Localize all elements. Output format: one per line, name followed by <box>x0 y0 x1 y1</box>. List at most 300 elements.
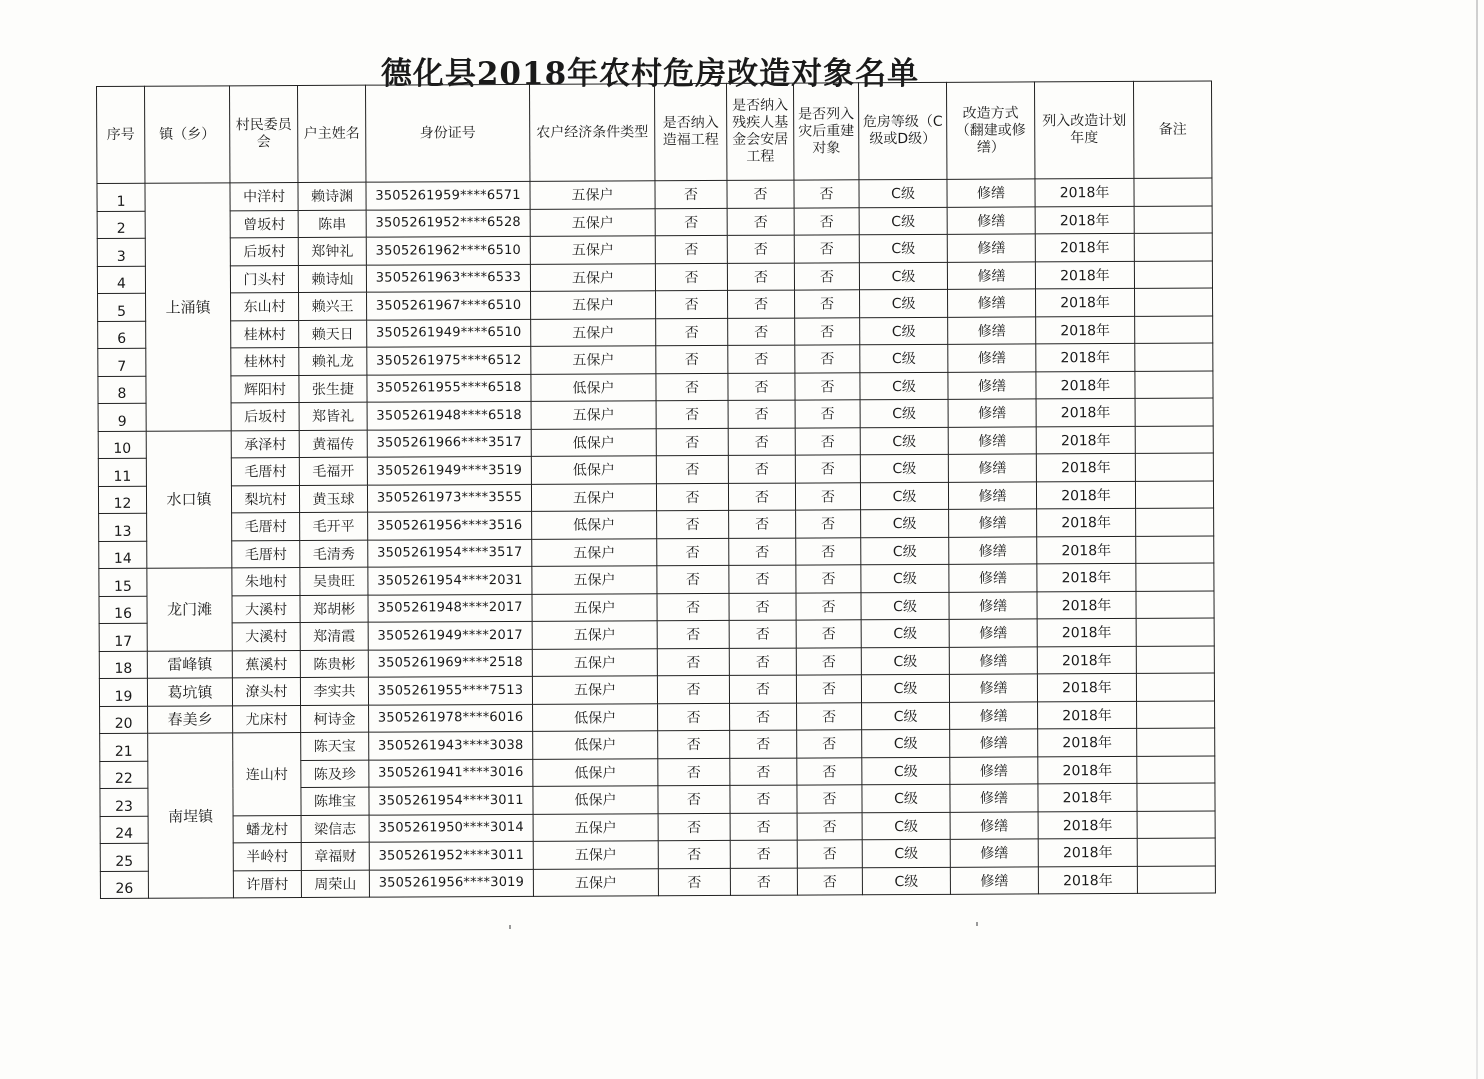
disaster-rebuild-cell: 否 <box>795 317 860 345</box>
householder-name-cell: 陈及珍 <box>301 760 369 788</box>
plan-year-cell: 2018年 <box>1038 728 1137 756</box>
seq-cell: 9 <box>98 403 146 431</box>
danger-level-cell: C级 <box>860 317 948 345</box>
economic-type-cell: 低保户 <box>533 758 658 786</box>
renovation-method-cell: 修缮 <box>950 839 1038 867</box>
seq-cell: 5 <box>98 293 146 321</box>
renovation-method-cell: 修缮 <box>948 399 1036 427</box>
id-number-cell: 3505261949****3519 <box>367 456 531 484</box>
id-number-cell: 3505261969****2518 <box>368 649 532 677</box>
note-cell <box>1134 178 1212 206</box>
renovation-method-cell: 修缮 <box>950 784 1038 812</box>
plan-year-cell: 2018年 <box>1038 783 1137 811</box>
danger-level-cell: C级 <box>861 592 949 620</box>
id-number-cell: 3505261948****6518 <box>367 401 531 429</box>
plan-year-cell: 2018年 <box>1038 866 1137 894</box>
economic-type-cell: 五保户 <box>531 483 656 511</box>
danger-level-cell: C级 <box>861 619 949 647</box>
danger-level-cell: C级 <box>862 784 950 812</box>
fortune-project-cell: 否 <box>658 868 730 896</box>
scan-speck <box>509 925 511 929</box>
plan-year-cell: 2018年 <box>1037 673 1136 701</box>
fortune-project-cell: 否 <box>656 318 728 346</box>
disabled-fund-cell: 否 <box>727 235 794 263</box>
id-number-cell: 3505261955****6518 <box>367 374 531 402</box>
fortune-project-cell: 否 <box>658 730 730 758</box>
plan-year-cell: 2018年 <box>1035 233 1134 261</box>
economic-type-cell: 低保户 <box>531 428 656 456</box>
economic-type-cell: 五保户 <box>530 263 655 291</box>
village-cell: 后坂村 <box>231 403 299 431</box>
economic-type-cell: 低保户 <box>533 731 658 759</box>
header-town: 镇（乡） <box>145 86 230 183</box>
renovation-method-cell: 修缮 <box>949 564 1037 592</box>
seq-cell: 19 <box>99 678 147 706</box>
plan-year-cell: 2018年 <box>1036 481 1135 509</box>
id-number-cell: 3505261962****6510 <box>366 236 530 264</box>
seq-cell: 11 <box>98 458 146 486</box>
fortune-project-cell: 否 <box>655 180 727 208</box>
renovation-method-cell: 修缮 <box>950 729 1038 757</box>
note-cell <box>1137 701 1215 729</box>
danger-level-cell: C级 <box>860 454 948 482</box>
householder-name-cell: 赖礼龙 <box>299 347 367 375</box>
danger-level-cell: C级 <box>862 757 950 785</box>
renovation-method-cell: 修缮 <box>948 289 1036 317</box>
note-cell <box>1137 783 1215 811</box>
disaster-rebuild-cell: 否 <box>797 730 862 758</box>
note-cell <box>1135 288 1213 316</box>
id-number-cell: 3505261943****3038 <box>369 731 533 759</box>
disabled-fund-cell: 否 <box>729 538 796 566</box>
seq-cell: 26 <box>100 871 148 899</box>
id-number-cell: 3505261966****3517 <box>367 429 531 457</box>
renovation-method-cell: 修缮 <box>949 674 1037 702</box>
fortune-project-cell: 否 <box>656 483 728 511</box>
town-cell: 南埕镇 <box>148 733 234 898</box>
plan-year-cell: 2018年 <box>1037 618 1136 646</box>
plan-year-cell: 2018年 <box>1038 701 1137 729</box>
fortune-project-cell: 否 <box>658 785 730 813</box>
householder-name-cell: 郑清霞 <box>300 622 368 650</box>
disaster-rebuild-cell: 否 <box>797 840 862 868</box>
plan-year-cell: 2018年 <box>1037 563 1136 591</box>
seq-cell: 4 <box>97 266 145 294</box>
seq-cell: 3 <box>97 238 145 266</box>
id-number-cell: 3505261975****6512 <box>367 346 531 374</box>
danger-level-cell: C级 <box>859 179 947 207</box>
id-number-cell: 3505261941****3016 <box>369 759 533 787</box>
village-cell: 连山村 <box>233 733 301 816</box>
seq-cell: 17 <box>99 623 147 651</box>
note-cell <box>1136 646 1214 674</box>
danger-level-cell: C级 <box>862 812 950 840</box>
householder-name-cell: 周荣山 <box>301 870 369 898</box>
seq-cell: 25 <box>100 843 148 871</box>
seq-cell: 13 <box>99 513 147 541</box>
note-cell <box>1137 866 1215 894</box>
economic-type-cell: 五保户 <box>530 181 655 209</box>
note-cell <box>1136 508 1214 536</box>
seq-cell: 23 <box>100 788 148 816</box>
village-cell: 曾坂村 <box>230 210 298 238</box>
economic-type-cell: 五保户 <box>532 676 657 704</box>
village-cell: 半岭村 <box>233 843 301 871</box>
disaster-rebuild-cell: 否 <box>796 647 861 675</box>
householder-name-cell: 吴贵旺 <box>300 567 368 595</box>
householder-name-cell: 陈堆宝 <box>301 787 369 815</box>
disaster-rebuild-cell: 否 <box>795 455 860 483</box>
economic-type-cell: 低保户 <box>531 456 656 484</box>
disaster-rebuild-cell: 否 <box>796 592 861 620</box>
seq-cell: 21 <box>100 733 148 761</box>
id-number-cell: 3505261954****3011 <box>369 786 533 814</box>
disabled-fund-cell: 否 <box>727 208 794 236</box>
disabled-fund-cell: 否 <box>730 703 797 731</box>
plan-year-cell: 2018年 <box>1036 288 1135 316</box>
renovation-method-cell: 修缮 <box>949 536 1037 564</box>
seq-cell: 6 <box>98 321 146 349</box>
fortune-project-cell: 否 <box>658 813 730 841</box>
village-cell: 尤床村 <box>233 705 301 733</box>
householder-name-cell: 陈串 <box>298 210 366 238</box>
fortune-project-cell: 否 <box>656 290 728 318</box>
id-number-cell: 3505261963****6533 <box>366 264 530 292</box>
seq-cell: 22 <box>100 761 148 789</box>
renovation-method-cell: 修缮 <box>950 866 1038 894</box>
fortune-project-cell: 否 <box>657 620 729 648</box>
id-number-cell: 3505261954****2031 <box>368 566 532 594</box>
scan-speck <box>976 922 978 926</box>
renovation-method-cell: 修缮 <box>950 701 1038 729</box>
plan-year-cell: 2018年 <box>1037 508 1136 536</box>
danger-level-cell: C级 <box>862 839 950 867</box>
economic-type-cell: 五保户 <box>532 593 657 621</box>
disabled-fund-cell: 否 <box>728 400 795 428</box>
renovation-method-cell: 修缮 <box>948 371 1036 399</box>
disabled-fund-cell: 否 <box>730 730 797 758</box>
economic-type-cell: 五保户 <box>530 236 655 264</box>
disabled-fund-cell: 否 <box>728 290 795 318</box>
plan-year-cell: 2018年 <box>1037 591 1136 619</box>
id-number-cell: 3505261949****6510 <box>367 319 531 347</box>
village-cell: 桂林村 <box>231 320 299 348</box>
plan-year-cell: 2018年 <box>1035 206 1134 234</box>
economic-type-cell: 五保户 <box>532 648 657 676</box>
id-number-cell: 3505261950****3014 <box>369 814 533 842</box>
header-fortune: 是否纳入造福工程 <box>654 83 726 180</box>
note-cell <box>1135 453 1213 481</box>
economic-type-cell: 五保户 <box>532 621 657 649</box>
fortune-project-cell: 否 <box>657 510 729 538</box>
economic-type-cell: 五保户 <box>533 841 658 869</box>
seq-cell: 20 <box>100 706 148 734</box>
disabled-fund-cell: 否 <box>729 593 796 621</box>
plan-year-cell: 2018年 <box>1036 316 1135 344</box>
renovation-method-cell: 修缮 <box>949 591 1037 619</box>
note-cell <box>1137 811 1215 839</box>
disaster-rebuild-cell: 否 <box>795 427 860 455</box>
economic-type-cell: 五保户 <box>530 208 655 236</box>
header-type: 农户经济条件类型 <box>529 84 654 182</box>
plan-year-cell: 2018年 <box>1038 811 1137 839</box>
disabled-fund-cell: 否 <box>730 868 797 896</box>
disabled-fund-cell: 否 <box>728 345 795 373</box>
header-year: 列入改造计划年度 <box>1034 81 1133 178</box>
seq-cell: 18 <box>99 651 147 679</box>
plan-year-cell: 2018年 <box>1035 178 1134 206</box>
note-cell <box>1135 481 1213 509</box>
renovation-method-cell: 修缮 <box>950 811 1038 839</box>
village-cell: 后坂村 <box>230 238 298 266</box>
economic-type-cell: 五保户 <box>531 346 656 374</box>
table-body <box>97 178 1215 898</box>
register-sheet <box>96 81 1216 899</box>
header-disaster: 是否列入灾后重建对象 <box>793 83 858 180</box>
id-number-cell: 3505261956****3516 <box>368 511 532 539</box>
renovation-method-cell: 修缮 <box>949 509 1037 537</box>
fortune-project-cell: 否 <box>656 373 728 401</box>
disabled-fund-cell: 否 <box>727 263 794 291</box>
disaster-rebuild-cell: 否 <box>796 620 861 648</box>
disabled-fund-cell: 否 <box>729 620 796 648</box>
fortune-project-cell: 否 <box>657 593 729 621</box>
header-method: 改造方式（翻建或修缮） <box>946 82 1034 179</box>
disabled-fund-cell: 否 <box>729 510 796 538</box>
plan-year-cell: 2018年 <box>1035 261 1134 289</box>
note-cell <box>1135 343 1213 371</box>
id-number-cell: 3505261949****2017 <box>368 621 532 649</box>
village-cell: 门头村 <box>230 265 298 293</box>
id-number-cell: 3505261955****7513 <box>368 676 532 704</box>
town-cell: 龙门滩 <box>147 568 232 651</box>
village-cell: 中洋村 <box>230 183 298 211</box>
disaster-rebuild-cell: 否 <box>794 262 859 290</box>
householder-name-cell: 赖天日 <box>299 320 367 348</box>
town-cell: 春美乡 <box>148 705 233 733</box>
economic-type-cell: 五保户 <box>531 291 656 319</box>
id-number-cell: 3505261967****6510 <box>367 291 531 319</box>
householder-name-cell: 陈贵彬 <box>300 650 368 678</box>
header-id: 身份证号 <box>365 84 529 182</box>
renovation-method-cell: 修缮 <box>948 426 1036 454</box>
economic-type-cell: 五保户 <box>532 538 657 566</box>
id-number-cell: 3505261952****6528 <box>366 209 530 237</box>
householder-name-cell: 李实共 <box>300 677 368 705</box>
renovation-method-cell: 修缮 <box>949 646 1037 674</box>
id-number-cell: 3505261959****6571 <box>366 181 530 209</box>
householder-name-cell: 郑皆礼 <box>299 402 367 430</box>
id-number-cell: 3505261954****3517 <box>368 539 532 567</box>
village-cell: 潦头村 <box>232 678 300 706</box>
note-cell <box>1137 728 1215 756</box>
village-cell: 辉阳村 <box>231 375 299 403</box>
plan-year-cell: 2018年 <box>1037 646 1136 674</box>
householder-name-cell: 毛清秀 <box>300 540 368 568</box>
disabled-fund-cell: 否 <box>727 180 794 208</box>
fortune-project-cell: 否 <box>658 758 730 786</box>
note-cell <box>1134 261 1212 289</box>
plan-year-cell: 2018年 <box>1036 453 1135 481</box>
header-row <box>97 81 1212 183</box>
disabled-fund-cell: 否 <box>729 565 796 593</box>
renovation-method-cell: 修缮 <box>947 234 1035 262</box>
economic-type-cell: 五保户 <box>533 813 658 841</box>
note-cell <box>1135 426 1213 454</box>
seq-cell: 14 <box>99 541 147 569</box>
header-seq: 序号 <box>97 86 145 183</box>
header-village: 村民委员会 <box>230 86 298 183</box>
economic-type-cell: 五保户 <box>532 566 657 594</box>
householder-name-cell: 梁信志 <box>301 815 369 843</box>
plan-year-cell: 2018年 <box>1036 371 1135 399</box>
economic-type-cell: 五保户 <box>533 868 658 896</box>
header-disabled: 是否纳入残疾人基金会安居工程 <box>726 83 793 180</box>
note-cell <box>1134 206 1212 234</box>
danger-level-cell: C级 <box>862 867 950 895</box>
economic-type-cell: 五保户 <box>531 401 656 429</box>
disabled-fund-cell: 否 <box>728 318 795 346</box>
plan-year-cell: 2018年 <box>1036 426 1135 454</box>
fortune-project-cell: 否 <box>657 538 729 566</box>
renovation-method-cell: 修缮 <box>948 454 1036 482</box>
table-row <box>100 866 1215 899</box>
danger-level-cell: C级 <box>861 647 949 675</box>
renovation-method-cell: 修缮 <box>948 316 1036 344</box>
scan-edge <box>1476 0 1478 1079</box>
householder-name-cell: 赖诗灿 <box>298 265 366 293</box>
plan-year-cell: 2018年 <box>1037 536 1136 564</box>
disabled-fund-cell: 否 <box>729 648 796 676</box>
disaster-rebuild-cell: 否 <box>795 372 860 400</box>
village-cell: 梨坑村 <box>231 485 299 513</box>
danger-level-cell: C级 <box>859 234 947 262</box>
village-cell: 朱地村 <box>232 568 300 596</box>
householder-name-cell: 赖诗渊 <box>298 182 366 210</box>
seq-cell: 8 <box>98 376 146 404</box>
disabled-fund-cell: 否 <box>730 785 797 813</box>
disabled-fund-cell: 否 <box>728 483 795 511</box>
disabled-fund-cell: 否 <box>730 758 797 786</box>
note-cell <box>1136 563 1214 591</box>
economic-type-cell: 五保户 <box>531 318 656 346</box>
renovation-method-cell: 修缮 <box>950 756 1038 784</box>
disaster-rebuild-cell: 否 <box>795 290 860 318</box>
fortune-project-cell: 否 <box>656 455 728 483</box>
fortune-project-cell: 否 <box>655 208 727 236</box>
disaster-rebuild-cell: 否 <box>796 510 861 538</box>
fortune-project-cell: 否 <box>657 675 729 703</box>
fortune-project-cell: 否 <box>658 840 730 868</box>
disaster-rebuild-cell: 否 <box>797 785 862 813</box>
danger-level-cell: C级 <box>861 509 949 537</box>
note-cell <box>1136 591 1214 619</box>
householder-name-cell: 郑钟礼 <box>298 237 366 265</box>
village-cell: 桂林村 <box>231 348 299 376</box>
seq-cell: 7 <box>98 348 146 376</box>
economic-type-cell: 低保户 <box>533 703 658 731</box>
plan-year-cell: 2018年 <box>1036 343 1135 371</box>
fortune-project-cell: 否 <box>656 345 728 373</box>
disaster-rebuild-cell: 否 <box>797 867 862 895</box>
header-note: 备注 <box>1133 81 1211 178</box>
seq-cell: 16 <box>99 596 147 624</box>
disaster-rebuild-cell: 否 <box>795 400 860 428</box>
note-cell <box>1137 756 1215 784</box>
village-cell: 承泽村 <box>231 430 299 458</box>
renovation-method-cell: 修缮 <box>947 206 1035 234</box>
danger-level-cell: C级 <box>860 289 948 317</box>
seq-cell: 15 <box>99 568 147 596</box>
householder-name-cell: 黄玉球 <box>299 485 367 513</box>
id-number-cell: 3505261952****3011 <box>369 841 533 869</box>
danger-level-cell: C级 <box>860 344 948 372</box>
village-cell: 大溪村 <box>232 623 300 651</box>
householder-name-cell: 柯诗金 <box>301 705 369 733</box>
disaster-rebuild-cell: 否 <box>796 565 861 593</box>
renovation-method-cell: 修缮 <box>947 261 1035 289</box>
renovation-method-cell: 修缮 <box>948 481 1036 509</box>
note-cell <box>1135 371 1213 399</box>
village-cell: 毛厝村 <box>232 540 300 568</box>
danger-level-cell: C级 <box>860 372 948 400</box>
register-table <box>96 81 1216 899</box>
town-cell: 上涌镇 <box>145 183 231 431</box>
seq-cell: 10 <box>98 431 146 459</box>
village-cell: 蕉溪村 <box>232 650 300 678</box>
disaster-rebuild-cell: 否 <box>794 207 859 235</box>
disaster-rebuild-cell: 否 <box>797 702 862 730</box>
id-number-cell: 3505261973****3555 <box>367 484 531 512</box>
fortune-project-cell: 否 <box>656 400 728 428</box>
note-cell <box>1135 316 1213 344</box>
householder-name-cell: 陈天宝 <box>301 732 369 760</box>
town-cell: 葛坑镇 <box>147 678 232 706</box>
fortune-project-cell: 否 <box>657 565 729 593</box>
economic-type-cell: 低保户 <box>533 786 658 814</box>
householder-name-cell: 毛开平 <box>300 512 368 540</box>
danger-level-cell: C级 <box>860 399 948 427</box>
disaster-rebuild-cell: 否 <box>795 482 860 510</box>
danger-level-cell: C级 <box>862 702 950 730</box>
disabled-fund-cell: 否 <box>730 840 797 868</box>
document-title: 德化县2018年农村危房改造对象名单 <box>380 56 920 92</box>
householder-name-cell: 毛福开 <box>299 457 367 485</box>
plan-year-cell: 2018年 <box>1038 756 1137 784</box>
disaster-rebuild-cell: 否 <box>794 180 859 208</box>
fortune-project-cell: 否 <box>658 703 730 731</box>
renovation-method-cell: 修缮 <box>949 619 1037 647</box>
note-cell <box>1135 398 1213 426</box>
village-cell: 毛厝村 <box>232 513 300 541</box>
fortune-project-cell: 否 <box>657 648 729 676</box>
disabled-fund-cell: 否 <box>728 455 795 483</box>
danger-level-cell: C级 <box>861 674 949 702</box>
disabled-fund-cell: 否 <box>728 428 795 456</box>
householder-name-cell: 黄福传 <box>299 430 367 458</box>
note-cell <box>1134 233 1212 261</box>
danger-level-cell: C级 <box>859 262 947 290</box>
seq-cell: 24 <box>100 816 148 844</box>
disabled-fund-cell: 否 <box>728 373 795 401</box>
disaster-rebuild-cell: 否 <box>796 675 861 703</box>
householder-name-cell: 郑胡彬 <box>300 595 368 623</box>
fortune-project-cell: 否 <box>655 235 727 263</box>
danger-level-cell: C级 <box>860 482 948 510</box>
disaster-rebuild-cell: 否 <box>795 345 860 373</box>
fortune-project-cell: 否 <box>656 428 728 456</box>
village-cell: 毛厝村 <box>231 458 299 486</box>
